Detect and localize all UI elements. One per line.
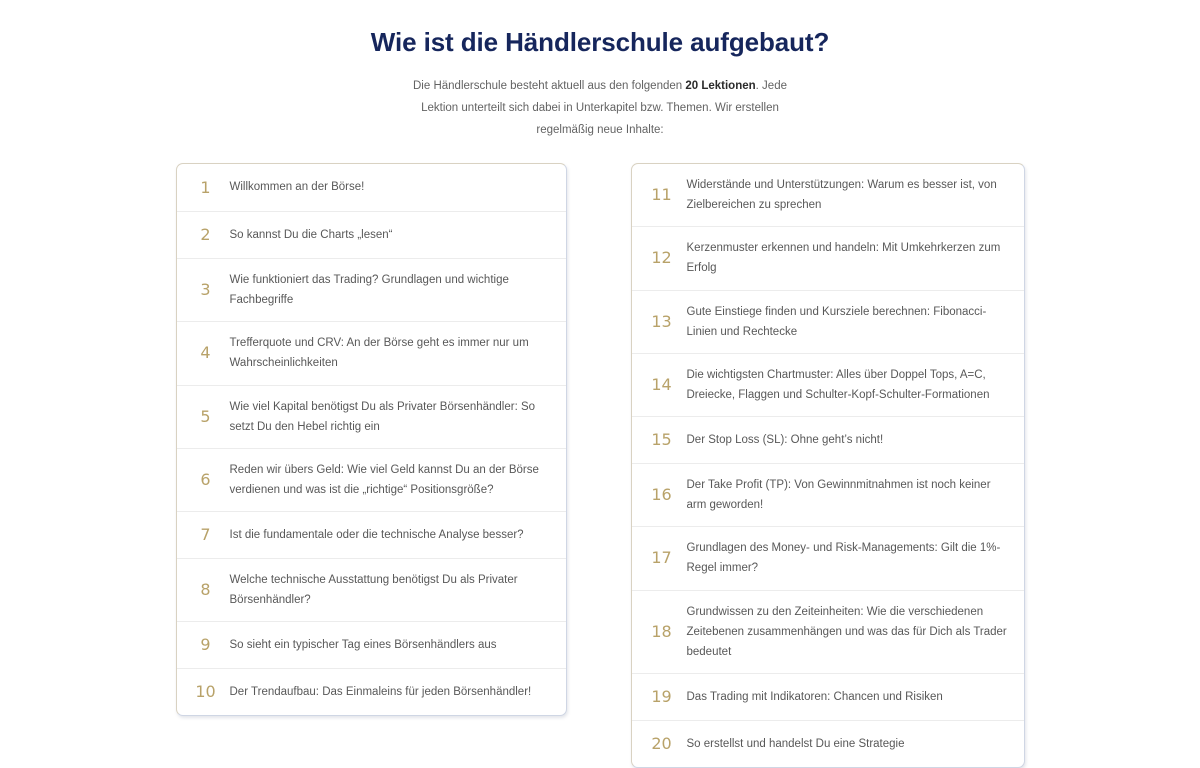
lesson-row[interactable]	[632, 720, 1024, 767]
lesson-row[interactable]	[177, 668, 566, 715]
lesson-title: Wie viel Kapital benötigst Du als Privater Börsenhändler: So setzt Du den Hebel richtig ein	[229, 400, 536, 433]
lesson-row[interactable]	[177, 621, 566, 668]
lesson-number: 1	[200, 177, 211, 197]
lesson-number: 14	[651, 374, 672, 394]
lesson-title: Ist die fundamentale oder die technische Analyse besser?	[229, 528, 524, 541]
lesson-number: 4	[200, 343, 211, 363]
lesson-title: Das Trading mit Indikatoren: Chancen und Risiken	[686, 690, 943, 703]
subtitle-lesson-count: 20 Lektionen	[685, 79, 756, 92]
lesson-row[interactable]	[632, 590, 1024, 673]
lesson-title: Widerstände und Unterstützungen: Warum es besser ist, von Zielbereichen zu sprechen	[686, 179, 997, 212]
lesson-title: Grundwissen zu den Zeiteinheiten: Wie die verschiedenen Zeitebenen zusammenhängen und was das für Dich als Trader bedeutet	[686, 605, 1007, 658]
lesson-row[interactable]	[632, 226, 1024, 289]
lesson-title: Gute Einstiege finden und Kursziele berechnen: Fibonacci-Linien und Rechtecke	[686, 305, 987, 338]
lesson-title: Der Stop Loss (SL): Ohne geht’s nicht!	[686, 433, 884, 446]
lesson-title: Der Take Profit (TP): Von Gewinnmitnahmen ist noch keiner arm geworden!	[686, 479, 991, 512]
lesson-row[interactable]	[177, 258, 566, 321]
lesson-columns	[0, 163, 1200, 768]
subtitle-text-after: . Jede Lektion unterteilt sich dabei in Unterkapitel bzw. Themen. Wir erstellen regelmäßig neue Inhalte:	[421, 79, 787, 137]
page-title: Wie ist die Händlerschule aufgebaut?	[370, 27, 830, 57]
lesson-number: 7	[200, 525, 211, 544]
lesson-number: 18	[651, 621, 672, 641]
lesson-title: Wie funktioniert das Trading? Grundlagen und wichtige Fachbegriffe	[229, 274, 509, 307]
lesson-title: Grundlagen des Money- und Risk-Managements: Gilt die 1%-Regel immer?	[686, 542, 1001, 575]
lesson-number: 13	[651, 311, 672, 331]
lesson-row[interactable]	[632, 463, 1024, 526]
page-subtitle	[400, 75, 800, 142]
lesson-number: 19	[651, 686, 672, 706]
lesson-number: 20	[651, 733, 672, 753]
lesson-card-left	[176, 163, 567, 716]
lesson-number: 11	[651, 185, 672, 205]
lesson-number: 15	[651, 430, 672, 449]
lesson-number: 17	[651, 548, 672, 568]
lesson-number: 16	[651, 485, 672, 505]
lesson-title: Kerzenmuster erkennen und handeln: Mit Umkehrkerzen zum Erfolg	[686, 242, 1001, 275]
lesson-number: 12	[651, 248, 672, 268]
lesson-row[interactable]	[177, 558, 566, 621]
lesson-row[interactable]	[177, 321, 566, 384]
lesson-number: 3	[200, 280, 211, 300]
lesson-row[interactable]	[177, 211, 566, 258]
lesson-title: So erstellst und handelst Du eine Strategie	[686, 737, 905, 750]
subtitle-text-before: Die Händlerschule besteht aktuell aus den folgenden	[413, 79, 686, 92]
lesson-number: 2	[200, 225, 211, 244]
lesson-row[interactable]	[632, 416, 1024, 463]
lesson-row[interactable]	[177, 385, 566, 448]
lesson-title: Welche technische Ausstattung benötigst Du als Privater Börsenhändler?	[229, 574, 518, 607]
lesson-number: 8	[200, 580, 211, 600]
lesson-title: Die wichtigsten Chartmuster: Alles über Doppel Tops, A=C, Dreiecke, Flaggen und Schulter-Kopf-Schulter-Formationen	[686, 368, 990, 401]
lesson-number: 9	[200, 635, 211, 655]
lesson-title: Reden wir übers Geld: Wie viel Geld kannst Du an der Börse verdienen und was ist die „richtige“ Positionsgröße?	[229, 463, 539, 496]
page-header	[0, 0, 1200, 142]
lesson-title: Der Trendaufbau: Das Einmaleins für jeden Börsenhändler!	[229, 686, 532, 699]
lesson-title: So kannst Du die Charts „lesen“	[229, 228, 393, 241]
lesson-row[interactable]	[632, 353, 1024, 416]
lesson-row[interactable]	[632, 290, 1024, 353]
lesson-row[interactable]	[632, 526, 1024, 589]
lesson-number: 6	[200, 469, 211, 489]
lesson-title: Trefferquote und CRV: An der Börse geht es immer nur um Wahrscheinlichkeiten	[229, 337, 529, 370]
lesson-row[interactable]	[177, 448, 566, 511]
lesson-row[interactable]	[177, 164, 566, 211]
lesson-title: Willkommen an der Börse!	[229, 181, 365, 194]
lesson-number: 10	[195, 682, 216, 702]
lesson-title: So sieht ein typischer Tag eines Börsenhändlers aus	[229, 639, 497, 652]
lesson-card-right	[631, 163, 1025, 768]
lesson-number: 5	[200, 406, 211, 426]
lesson-row[interactable]	[632, 673, 1024, 720]
lesson-row[interactable]	[632, 164, 1024, 226]
lesson-row[interactable]	[177, 511, 566, 558]
